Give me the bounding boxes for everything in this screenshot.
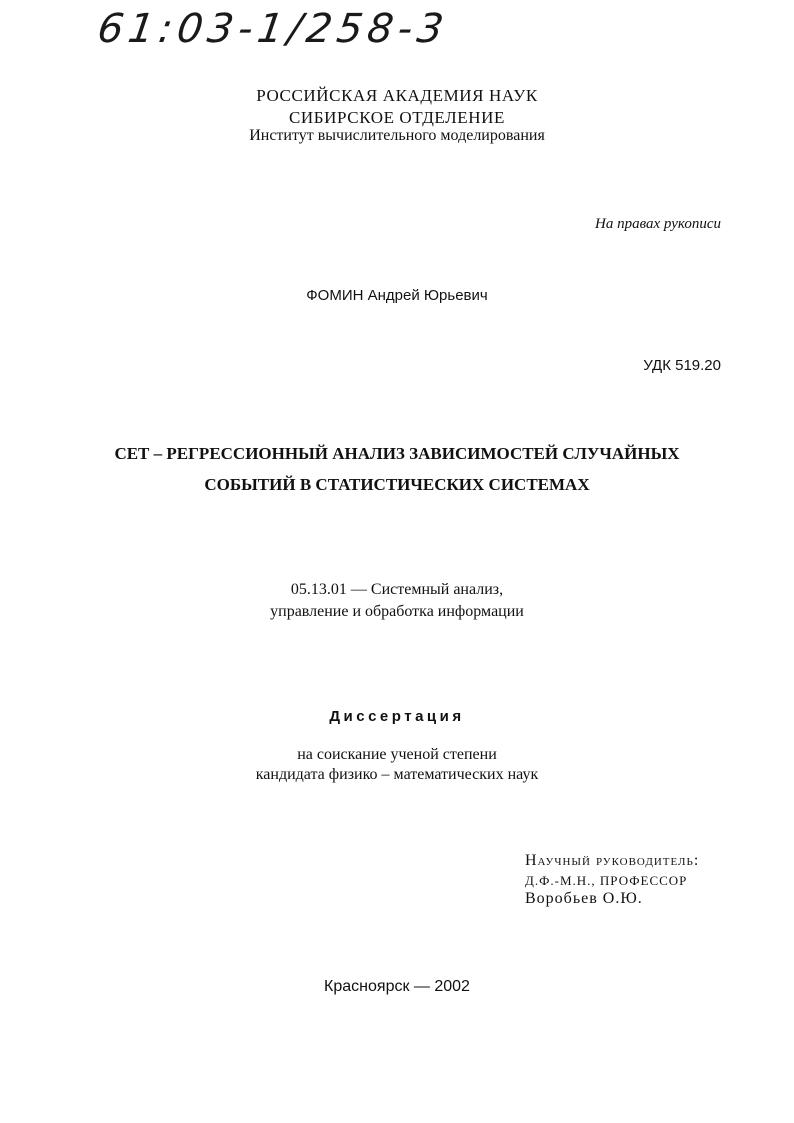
- place-and-year: Красноярск — 2002: [324, 978, 470, 995]
- dissertation-title-line-2: СОБЫТИЙ В СТАТИСТИЧЕСКИХ СИСТЕМАХ: [204, 475, 590, 494]
- manuscript-rights-note: На правах рукописи: [595, 216, 721, 232]
- specialty-line-2: управление и обработка информации: [270, 603, 524, 620]
- degree-line-2: кандидата физико – математических наук: [255, 766, 539, 783]
- organization-institute: Институт вычислительного моделирования: [249, 127, 545, 144]
- supervisor-title: Д.Ф.-М.Н., ПРОФЕССОР: [525, 873, 688, 888]
- supervisor-name: Воробьев О.Ю.: [525, 890, 643, 907]
- author-name: ФОМИН Андрей Юрьевич: [306, 287, 488, 304]
- specialty-line-1: 05.13.01 — Системный анализ,: [290, 581, 504, 598]
- organization-academy: РОССИЙСКАЯ АКАДЕМИЯ НАУК: [256, 86, 538, 105]
- organization-branch: СИБИРСКОЕ ОТДЕЛЕНИЕ: [288, 108, 506, 127]
- degree-line-1: на соискание ученой степени: [297, 746, 497, 763]
- supervisor-label: Научный руководитель:: [525, 852, 700, 869]
- work-type: Диссертация: [329, 708, 465, 725]
- udk-code: УДК 519.20: [643, 357, 721, 374]
- handwritten-archive-number: 61:03-1/258-3: [94, 6, 452, 52]
- dissertation-title-line-1: СЕТ – РЕГРЕССИОННЫЙ АНАЛИЗ ЗАВИСИМОСТЕЙ СЛУЧАЙНЫХ: [114, 444, 680, 463]
